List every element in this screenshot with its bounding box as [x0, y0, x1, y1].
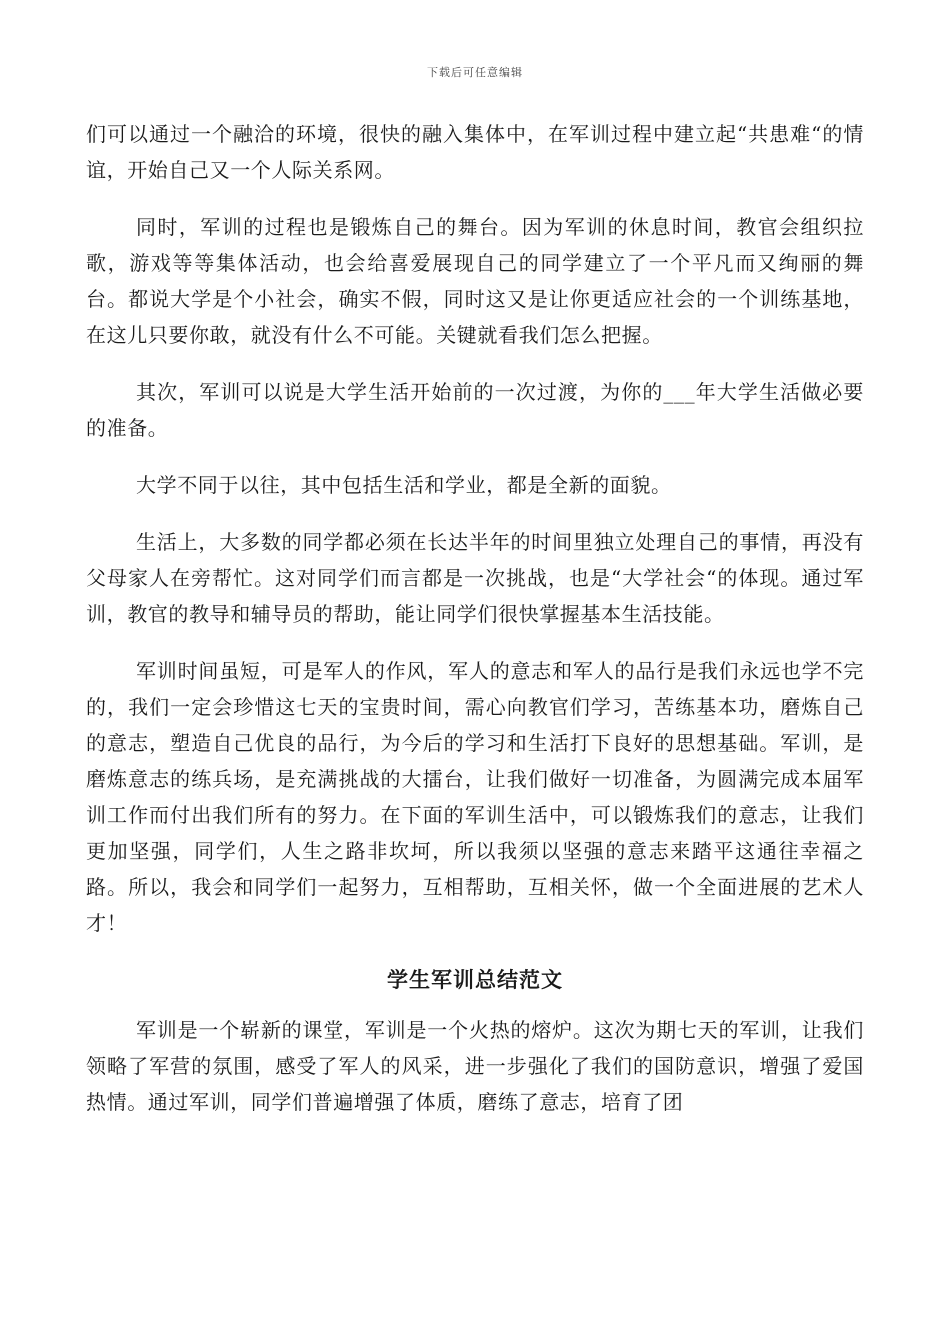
paragraph: 大学不同于以往，其中包括生活和学业，都是全新的面貌。	[136, 473, 672, 497]
paragraph-continuation: 们可以通过一个融洽的环境，很快的融入集体中，在军训过程中建立起“共患难“的情谊，开始自己又一个人际关系网。	[86, 122, 864, 182]
paragraph: 其次，军训可以说是大学生活开始前的一次过渡，为你的___年大学生活做必要的准备。	[86, 380, 864, 440]
document-body	[86, 116, 864, 1141]
paragraph: 同时，军训的过程也是锻炼自己的舞台。因为军训的休息时间，教官会组织拉歌，游戏等等集体活动，也会给喜爱展现自己的同学建立了一个平凡而又绚丽的舞台。都说大学是个小社会，确实不假，同时这又是让你更适应社会的一个训练基地，在这儿只要你敢，就没有什么不可能。关键就看我们怎么把握。	[86, 215, 864, 347]
section-title: 学生军训总结范文	[387, 967, 563, 992]
paragraph: 军训是一个崭新的课堂，军训是一个火热的熔炉。这次为期七天的军训，让我们领略了军营的氛围，感受了军人的风采，进一步强化了我们的国防意识，增强了爱国热情。通过军训，同学们普遍增强了体质，磨练了意志，培育了团	[86, 1018, 864, 1114]
page-header: 下载后可任意编辑	[427, 66, 523, 79]
paragraph: 军训时间虽短，可是军人的作风，军人的意志和军人的品行是我们永远也学不完的，我们一定会珍惜这七天的宝贵时间，需心向教官们学习，苦练基本功，磨炼自己的意志，塑造自己优良的品行，为今后的学习和生活打下良好的思想基础。军训，是磨炼意志的练兵场，是充满挑战的大擂台，让我们做好一切准备，为圆满完成本届军训工作而付出我们所有的努力。在下面的军训生活中，可以锻炼我们的意志，让我们更加坚强，同学们，人生之路非坎坷，所以我须以坚强的意志来踏平这通往幸福之路。所以，我会和同学们一起努力，互相帮助，互相关怀，做一个全面进展的艺术人才！	[86, 659, 864, 935]
paragraph: 生活上，大多数的同学都必须在长达半年的时间里独立处理自己的事情，再没有父母家人在旁帮忙。这对同学们而言都是一次挑战，也是“大学社会“的体现。通过军训，教官的教导和辅导员的帮助，能让同学们很快掌握基本生活技能。	[86, 530, 864, 626]
